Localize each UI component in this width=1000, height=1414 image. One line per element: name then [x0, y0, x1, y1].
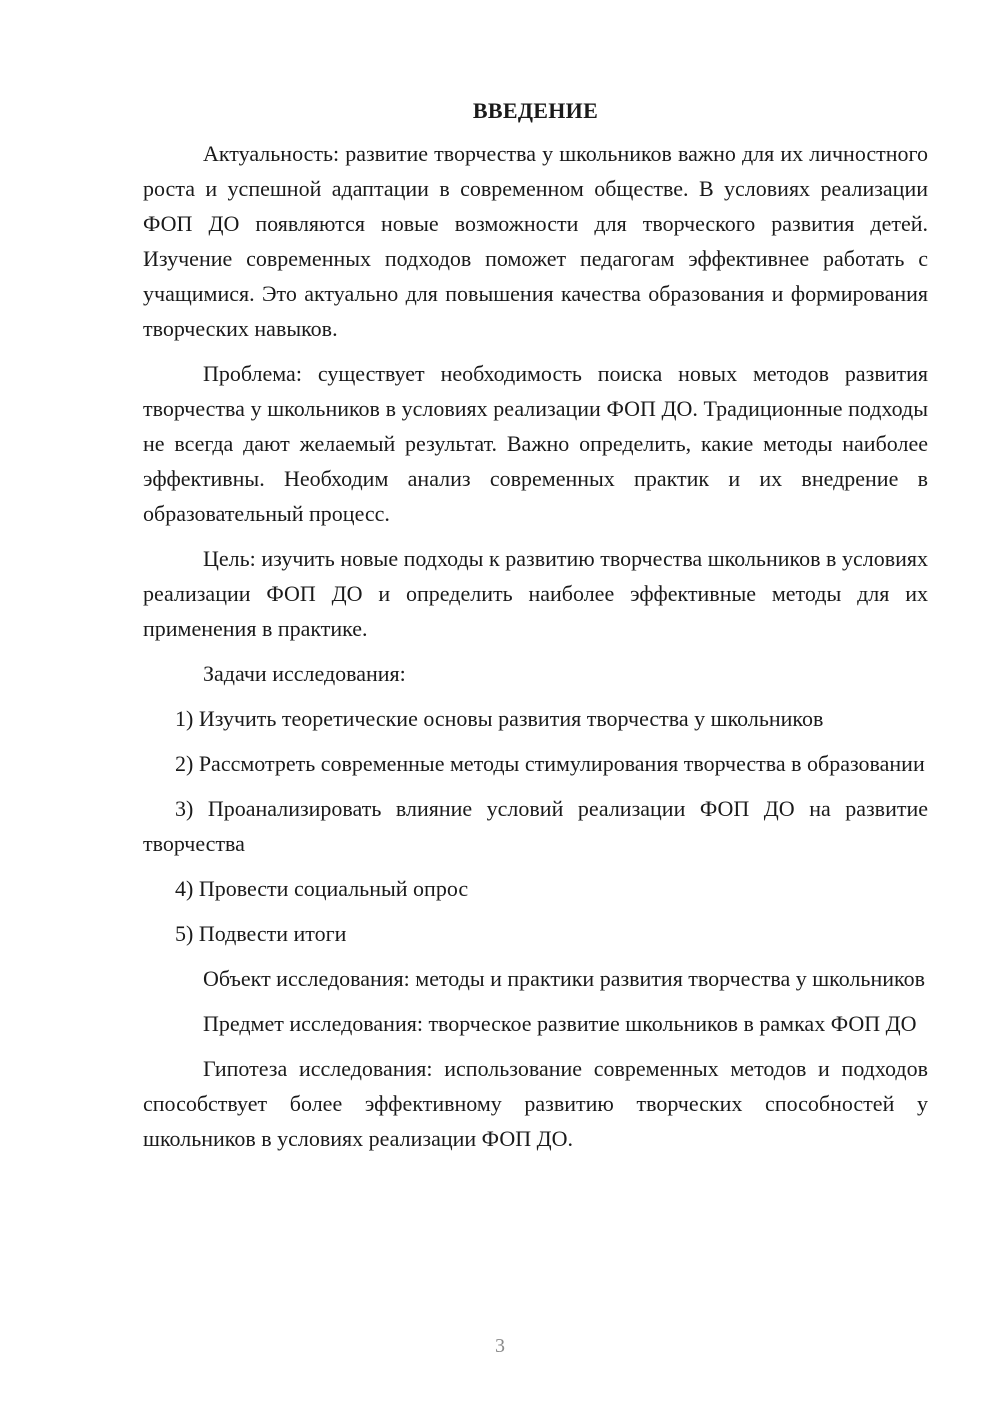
list-item: 2) Рассмотреть современные методы стимулирования творчества в образовании [175, 751, 925, 776]
paragraph-subject: Предмет исследования: творческое развитие школьников в рамках ФОП ДО [203, 1011, 917, 1036]
paragraph-problem: Проблема: существует необходимость поиска новых методов развития творчества у школьников в условиях реализации ФОП ДО. Традиционные подходы не всегда дают желаемый результат. Важно определить, какие методы наиболее эффективны. Необходим анализ современных практик и их внедрение в образовательный процесс. [143, 361, 928, 526]
list-item: 3) Проанализировать влияние условий реализации ФОП ДО на развитие творчества [143, 796, 928, 856]
document-page [143, 93, 928, 1166]
page-title: ВВЕДЕНИЕ [472, 98, 599, 123]
paragraph-relevance: Актуальность: развитие творчества у школьников важно для их личностного роста и успешной адаптации в современном обществе. В условиях реализации ФОП ДО появляются новые возможности для творческого развития детей. Изучение современных подходов поможет педагогам эффективнее работать с учащимися. Это актуально для повышения качества образования и формирования творческих навыков. [143, 141, 928, 341]
page-number: 3 [495, 1335, 505, 1357]
list-item: 4) Провести социальный опрос [175, 876, 469, 901]
list-item: 5) Подвести итоги [175, 921, 347, 946]
paragraph-object: Объект исследования: методы и практики развития творчества у школьников [203, 966, 925, 991]
paragraph-hypothesis: Гипотеза исследования: использование современных методов и подходов способствует более эффективному развитию творческих способностей у школьников в условиях реализации ФОП ДО. [143, 1056, 928, 1151]
paragraph-goal: Цель: изучить новые подходы к развитию творчества школьников в условиях реализации ФОП ДО и определить наиболее эффективные методы для их применения в практике. [143, 546, 928, 641]
tasks-heading: Задачи исследования: [203, 661, 406, 686]
list-item: 1) Изучить теоретические основы развития творчества у школьников [175, 706, 824, 731]
